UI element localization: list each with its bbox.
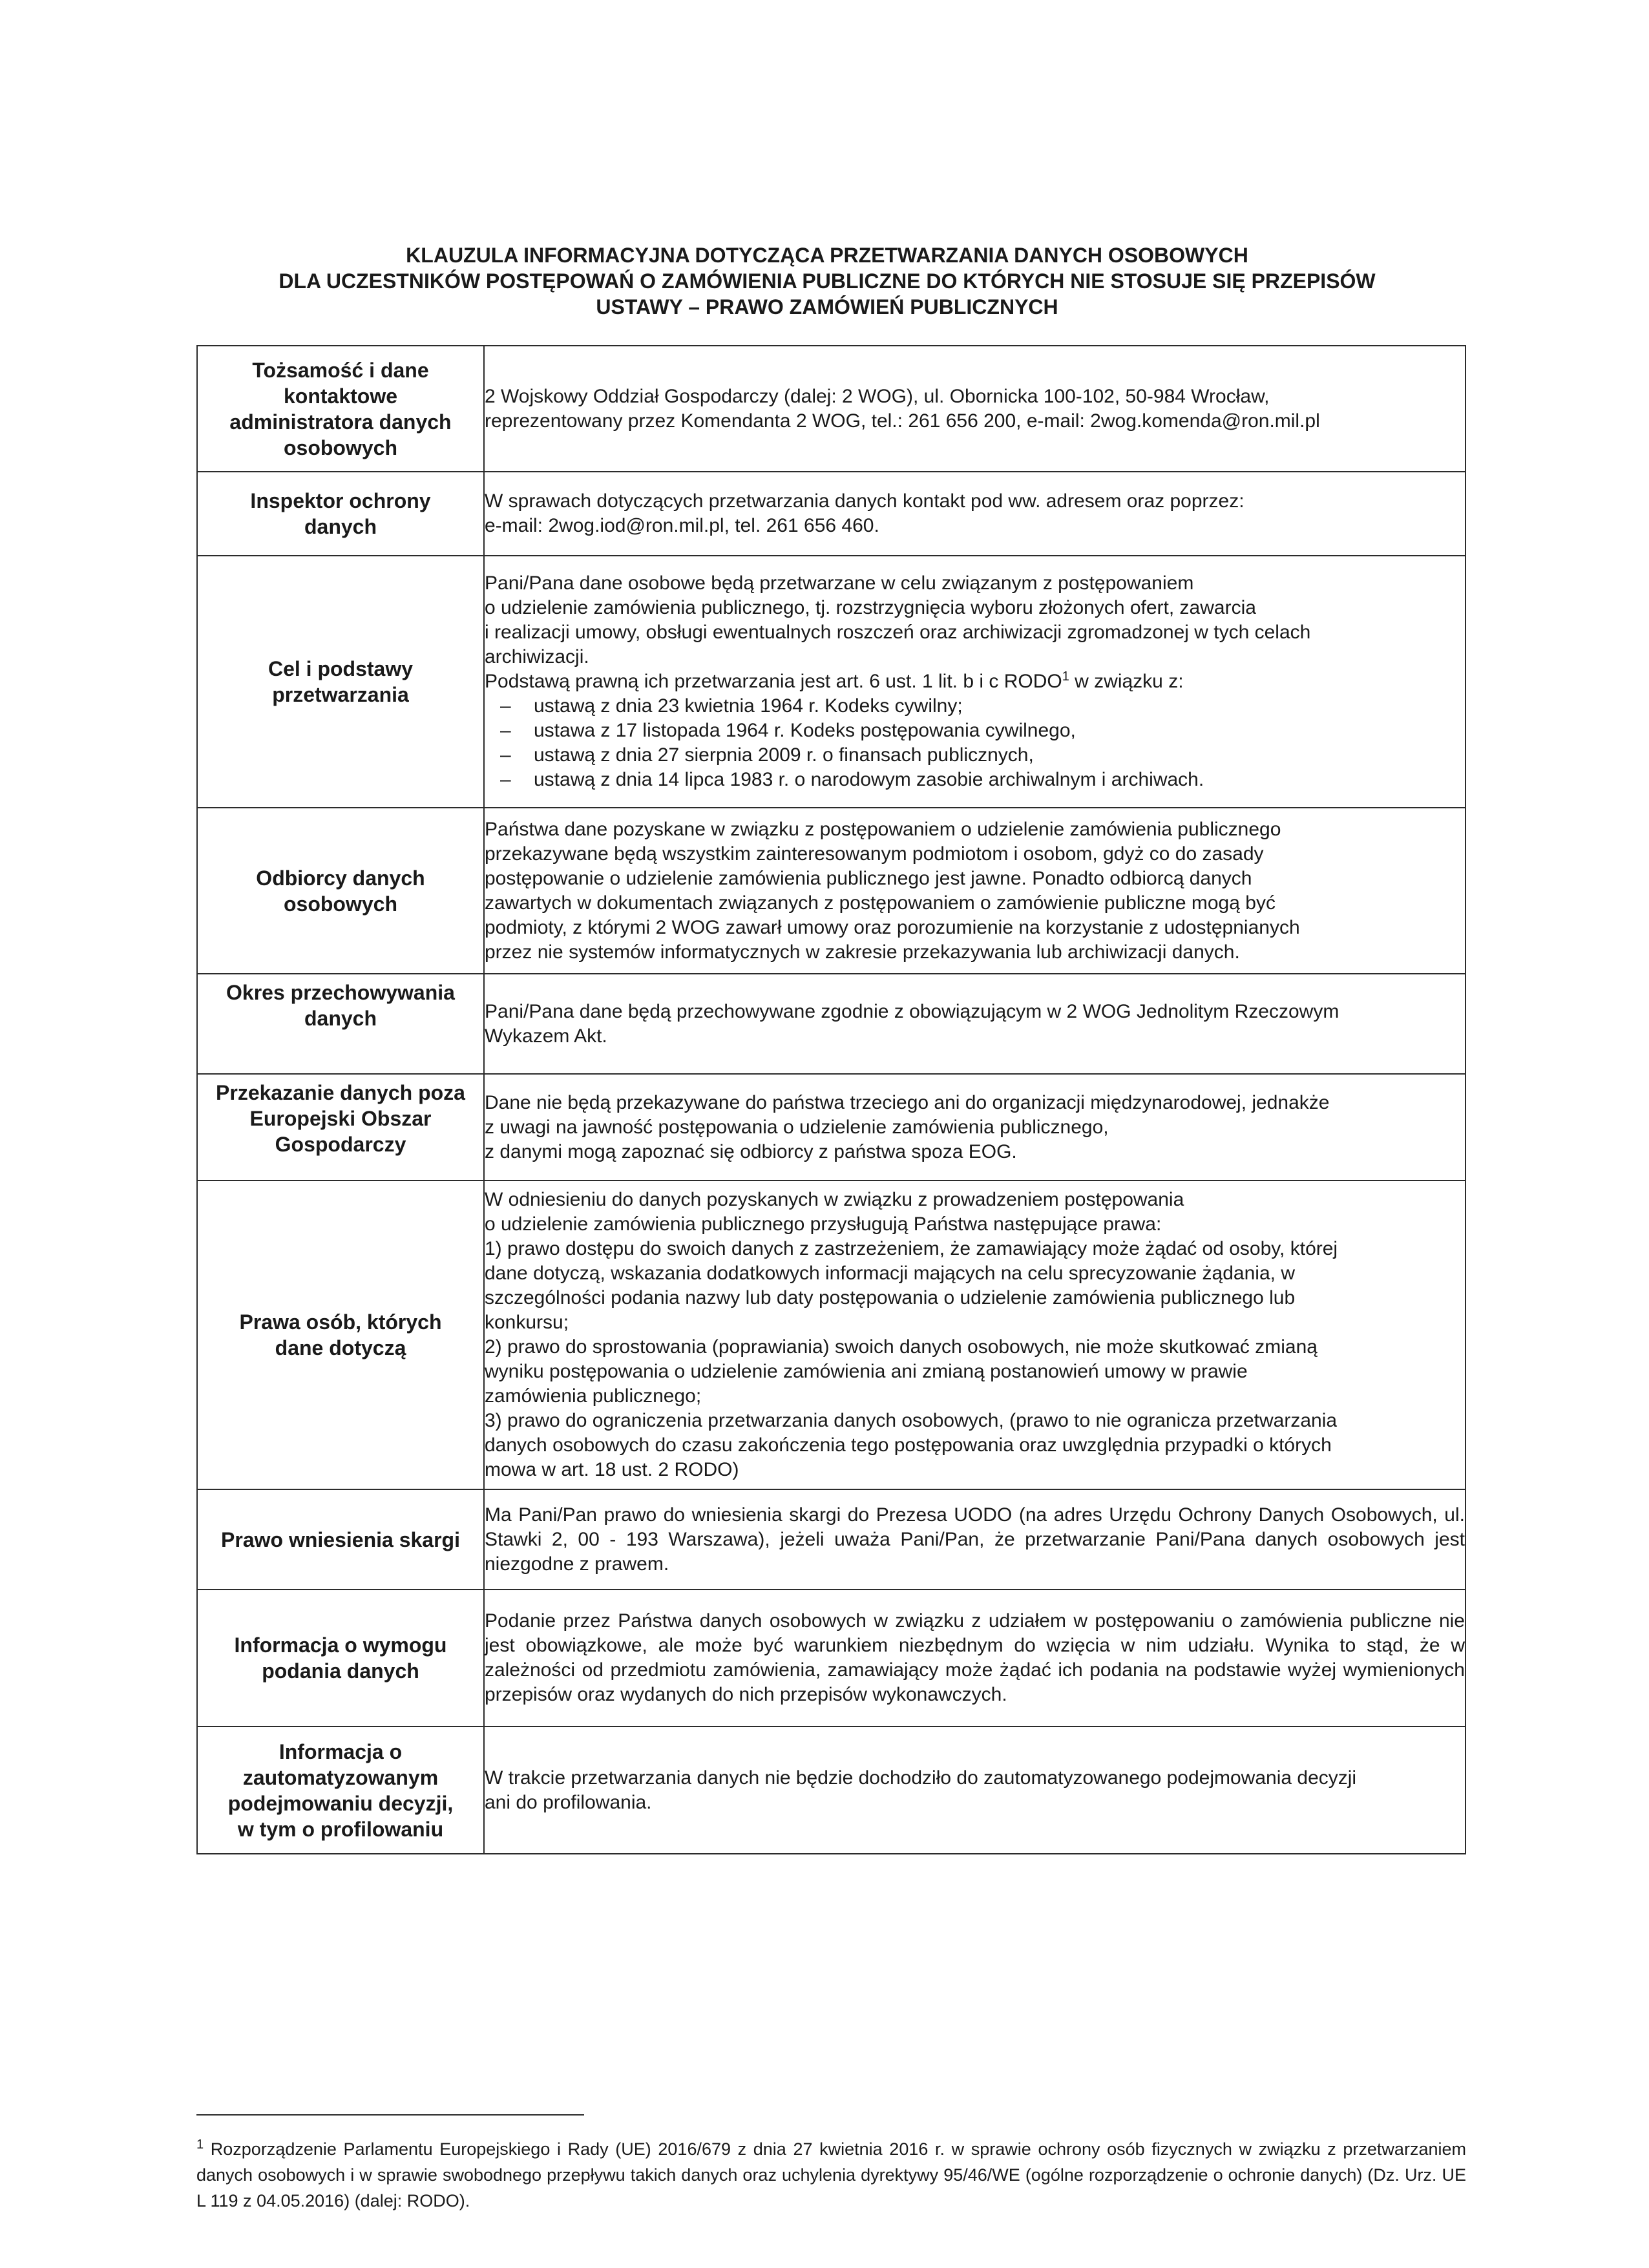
table-row-transfer: [197, 1074, 1465, 1181]
content-line: Pani/Pana dane będą przechowywane zgodnie z obowiązującym w 2 WOG Jednolitym Rzeczowym: [485, 1000, 1339, 1022]
row-content: [484, 472, 1465, 556]
row-label: [197, 1590, 484, 1727]
content-line: konkursu;: [485, 1312, 569, 1333]
row-content: [484, 1181, 1465, 1489]
content-line: Dane nie będą przekazywane do państwa trzeciego ani do organizacji międzynarodowej, jednakże: [485, 1091, 1330, 1113]
content-line: przez nie systemów informatycznych w zakresie przekazywania lub archiwizacji danych.: [485, 941, 1240, 963]
list-item: – ustawa z 17 listopada 1964 r. Kodeks postępowania cywilnego,: [485, 719, 1465, 743]
list-item: – ustawą z dnia 27 sierpnia 2009 r. o finansach publicznych,: [485, 743, 1465, 768]
row-content: [484, 346, 1465, 472]
content-line: i realizacji umowy, obsługi ewentualnych roszczeń oraz archiwizacji zgromadzonej w tych celach: [485, 622, 1311, 643]
label-line: Przekazanie danych poza: [216, 1081, 465, 1104]
row-label: [197, 556, 484, 808]
content-line: reprezentowany przez Komendanta 2 WOG, tel.: 261 656 200, e-mail: 2wog.komenda@ron.mil.pl: [485, 410, 1320, 432]
content-line: Pani/Pana dane osobowe będą przetwarzane w celu związanym z postępowaniem: [485, 572, 1194, 594]
footnote: [196, 2136, 1466, 2214]
table-row-purpose: [197, 556, 1465, 808]
legal-basis-text: Podstawą prawną ich przetwarzania jest art. 6 ust. 1 lit. b i c RODO: [485, 671, 1062, 692]
footnote-text: Rozporządzenie Parlamentu Europejskiego i Rady (UE) 2016/679 z dnia 27 kwietnia 2016 r. w sprawie ochrony osób fizycznych w związku z przetwarzaniem danych osobowych i w sprawie swobodnego przepływu takich danych oraz uchylenia dyrektywy 95/46/WE (ogólne rozporządzenie o ochronie danych) (Dz. Urz. UE L 119 z 04.05.2016) (dalej: RODO).: [196, 2139, 1466, 2210]
content-line: szczególności podania nazwy lub daty postępowania o udzielenie zamówienia publicznego lub: [485, 1287, 1296, 1308]
label-line: Odbiorcy danych: [256, 866, 425, 890]
legal-basis-suffix: w związku z:: [1069, 671, 1184, 692]
footnote-separator: [196, 2114, 584, 2116]
title-line: KLAUZULA INFORMACYJNA DOTYCZĄCA PRZETWARZANIA DANYCH OSOBOWYCH: [406, 244, 1248, 267]
content-line: z danymi mogą zapoznać się odbiorcy z państwa spoza EOG.: [485, 1140, 1017, 1162]
table-row-data-protection-officer: [197, 472, 1465, 556]
row-content: [484, 808, 1465, 974]
label-line: danych: [304, 515, 377, 538]
label-line: Europejski Obszar: [249, 1107, 432, 1130]
row-label: [197, 974, 484, 1074]
row-content: [484, 1489, 1465, 1590]
footnote-marker: 1: [196, 2137, 204, 2152]
content-line: wyniku postępowania o udzielenie zamówienia ani zmianą postanowień umowy w prawie: [485, 1361, 1248, 1382]
content-line: o udzielenie zamówienia publicznego przysługują Państwa następujące prawa:: [485, 1213, 1162, 1235]
content-line: danych osobowych do czasu zakończenia tego postępowania oraz uwzględnia przypadki o których: [485, 1434, 1332, 1456]
label-line: Tożsamość i dane: [252, 358, 429, 382]
label-line: Inspektor ochrony: [250, 489, 431, 512]
table-row-rights: [197, 1181, 1465, 1489]
label-line: osobowych: [283, 892, 397, 916]
content-line: Wykazem Akt.: [485, 1025, 607, 1047]
content-line: 2) prawo do sprostowania (poprawiania) swoich danych osobowych, nie może skutkować zmianą: [485, 1336, 1318, 1358]
label-line: dane dotyczą: [275, 1336, 406, 1360]
row-label: [197, 1727, 484, 1854]
title-line: USTAWY – PRAWO ZAMÓWIEŃ PUBLICZNYCH: [596, 295, 1058, 319]
list-item: – ustawą z dnia 23 kwietnia 1964 r. Kodeks cywilny;: [485, 694, 1465, 719]
content-line: 3) prawo do ograniczenia przetwarzania danych osobowych, (prawo to nie ogranicza przetwarzania: [485, 1410, 1338, 1431]
label-line: osobowych: [283, 436, 397, 459]
label-line: podania danych: [262, 1659, 419, 1683]
content-line: dane dotyczą, wskazania dodatkowych informacji mających na celu sprecyzowanie żądania, w: [485, 1263, 1295, 1284]
content-line: W sprawach dotyczących przetwarzania danych kontakt pod ww. adresem oraz poprzez:: [485, 490, 1245, 512]
row-label: [197, 808, 484, 974]
legal-acts-list: [485, 694, 1465, 792]
row-content: [484, 974, 1465, 1074]
row-content: [484, 1727, 1465, 1854]
content-line: Państwa dane pozyskane w związku z postępowaniem o udzielenie zamówienia publicznego: [485, 818, 1281, 840]
document-title: [194, 242, 1460, 320]
list-item: – ustawą z dnia 14 lipca 1983 r. o narodowym zasobie archiwalnym i archiwach.: [485, 768, 1465, 792]
label-line: kontaktowe: [283, 384, 398, 408]
row-content: [484, 556, 1465, 808]
label-line: Informacja o: [278, 1739, 403, 1763]
label-line: przetwarzania: [272, 683, 409, 706]
content-line: 1) prawo dostępu do swoich danych z zastrzeżeniem, że zamawiający może żądać od osoby, której: [485, 1238, 1338, 1259]
row-label: [197, 346, 484, 472]
table-row-retention: [197, 974, 1465, 1074]
table-row-complaint: [197, 1489, 1465, 1590]
title-line: DLA UCZESTNIKÓW POSTĘPOWAŃ O ZAMÓWIENIA PUBLICZNE DO KTÓRYCH NIE STOSUJE SIĘ PRZEPISÓW: [278, 269, 1376, 293]
row-label: [197, 1489, 484, 1590]
information-clause-table: [196, 345, 1466, 1854]
content-line: W trakcie przetwarzania danych nie będzie dochodziło do zautomatyzowanego podejmowania decyzji: [485, 1767, 1357, 1789]
label-line: Informacja o wymogu: [234, 1633, 447, 1657]
label-line: Prawo wniesienia skargi: [221, 1528, 460, 1551]
label-line: w tym o profilowaniu: [237, 1817, 444, 1841]
row-content: [484, 1590, 1465, 1727]
row-content: [484, 1074, 1465, 1181]
label-line: Prawa osób, których: [239, 1310, 442, 1334]
label-line: Gospodarczy: [275, 1133, 406, 1156]
row-label: [197, 1074, 484, 1181]
footnote-reference: 1: [1062, 669, 1069, 684]
content-line: archiwizacji.: [485, 646, 589, 667]
content-line: przekazywane będą wszystkim zainteresowanym podmiotom i osobom, gdyż co do zasady: [485, 843, 1264, 865]
label-line: danych: [304, 1007, 377, 1030]
content-line: ani do profilowania.: [485, 1791, 652, 1813]
content-line: mowa w art. 18 ust. 2 RODO): [485, 1459, 739, 1480]
row-label: [197, 472, 484, 556]
content-line: o udzielenie zamówienia publicznego, tj. rozstrzygnięcia wyboru złożonych ofert, zawarcia: [485, 597, 1256, 618]
table-row-administrator: [197, 346, 1465, 472]
content-paragraph: Ma Pani/Pan prawo do wniesienia skargi do Prezesa UODO (na adres Urzędu Ochrony Danych Osobowych, ul. Stawki 2, 00 - 193 Warszawa), jeżeli uważa Pani/Pan, że przetwarzanie Pani/Pana danych osobowych jest niezgodne z prawem.: [485, 1504, 1465, 1575]
content-line: W odniesieniu do danych pozyskanych w związku z prowadzeniem postępowania: [485, 1189, 1184, 1210]
label-line: administratora danych: [229, 410, 452, 434]
table-row-recipients: [197, 808, 1465, 974]
content-line: e-mail: 2wog.iod@ron.mil.pl, tel. 261 656 460.: [485, 515, 879, 536]
table-row-requirement: [197, 1590, 1465, 1727]
content-line: postępowanie o udzielenie zamówienia publicznego jest jawne. Ponadto odbiorcą danych: [485, 867, 1252, 889]
content-line: zawartych w dokumentach związanych z postępowaniem o zamówienie publiczne mogą być: [485, 892, 1276, 914]
label-line: zautomatyzowanym: [242, 1765, 439, 1789]
row-label: [197, 1181, 484, 1489]
content-paragraph: Podanie przez Państwa danych osobowych w związku z udziałem w postępowaniu o zamówienia publiczne nie jest obowiązkowe, ale może być warunkiem niezbędnym do wzięcia w nim udziału. Wynika to stąd, że w zależności od przedmiotu zamówienia, zamawiający może żądać ich podania na podstawie wyżej wymienionych przepisów oraz wydanych do nich przepisów wykonawczych.: [485, 1610, 1465, 1705]
content-line: zamówienia publicznego;: [485, 1385, 702, 1407]
table-row-automated-decisions: [197, 1727, 1465, 1854]
label-line: podejmowaniu decyzji,: [227, 1791, 454, 1815]
content-line: podmioty, z którymi 2 WOG zawarł umowy oraz porozumienie na korzystanie z udostępnianych: [485, 916, 1300, 938]
label-line: Cel i podstawy: [268, 657, 414, 680]
label-line: Okres przechowywania: [226, 981, 455, 1004]
content-line: z uwagi na jawność postępowania o udzielenie zamówienia publicznego,: [485, 1116, 1109, 1138]
content-line: 2 Wojskowy Oddział Gospodarczy (dalej: 2 WOG), ul. Obornicka 100-102, 50-984 Wrocław,: [485, 385, 1270, 407]
legal-basis-line: [485, 669, 1465, 694]
